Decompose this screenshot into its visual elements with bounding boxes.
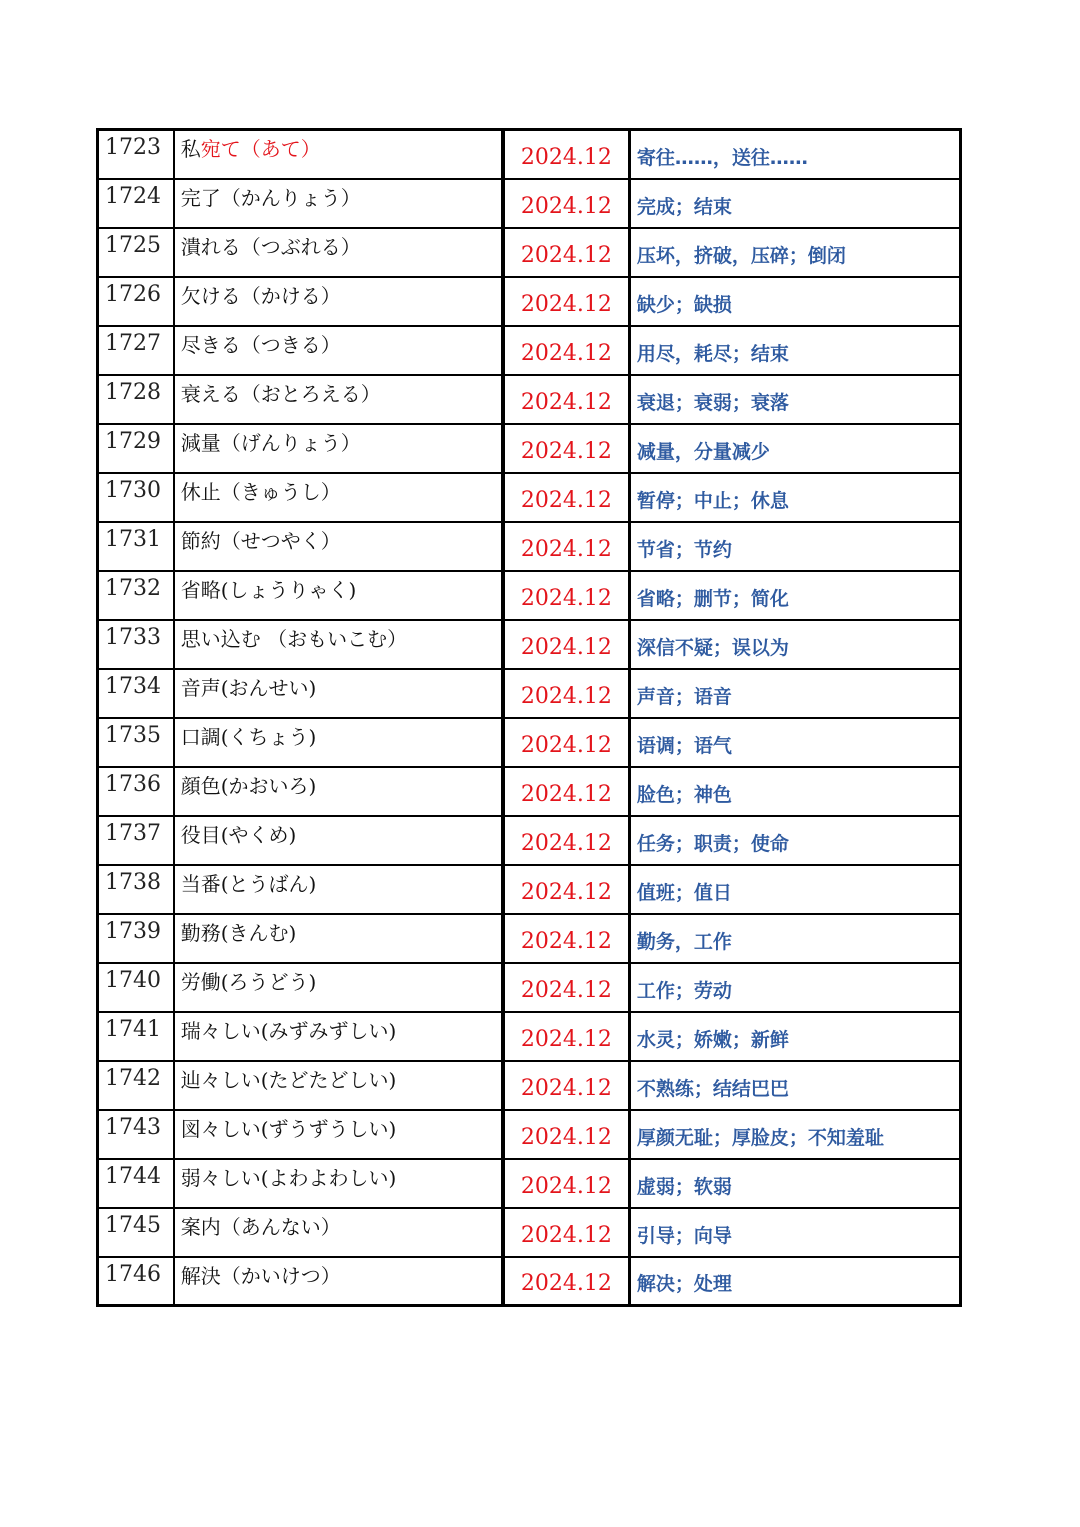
table-row [98,1159,961,1208]
entry-date: 2024.12 [503,718,629,767]
table-row [98,1061,961,1110]
entry-meaning: 声音；语音 [629,669,960,718]
entry-word [174,620,503,669]
entry-word-text: 節約（せつやく） [180,528,341,553]
entry-meaning: 脸色；神色 [629,767,960,816]
entry-word-text: 衰える（おとろえる） [180,381,381,406]
entry-meaning: 任务；职责；使命 [629,816,960,865]
entry-word [174,1012,503,1061]
entry-word [174,669,503,718]
entry-word [174,228,503,277]
entry-date: 2024.12 [503,767,629,816]
table-row [98,522,961,571]
table-row [98,1257,961,1306]
table-row [98,473,961,522]
entry-number: 1727 [98,326,174,375]
entry-word-text: 瑞々しい(みずみずしい) [180,1018,397,1043]
table-row [98,865,961,914]
entry-meaning: 厚颜无耻；厚脸皮；不知羞耻 [629,1110,960,1159]
table-row [98,963,961,1012]
entry-word-text: 弱々しい(よわよわしい) [180,1165,397,1190]
table-row [98,424,961,473]
entry-word [174,375,503,424]
entry-word-text: 完了（かんりょう） [180,185,361,210]
entry-meaning: 水灵；娇嫩；新鲜 [629,1012,960,1061]
entry-word-text: 役目(やくめ) [180,822,297,847]
entry-word [174,179,503,228]
entry-word-text: 欠ける（かける） [180,283,341,308]
entry-word [174,1257,503,1306]
entry-number: 1743 [98,1110,174,1159]
entry-word-text: 音声(おんせい) [180,675,317,700]
entry-meaning: 引导；向导 [629,1208,960,1257]
entry-meaning: 用尽，耗尽；结束 [629,326,960,375]
entry-word [174,326,503,375]
entry-word-highlight: 宛て（あて） [200,137,321,161]
vocabulary-sheet [96,128,962,1307]
entry-word-text: 潰れる（つぶれる） [180,234,361,259]
entry-word [174,522,503,571]
vocabulary-table [96,128,962,1307]
entry-date: 2024.12 [503,816,629,865]
entry-number: 1728 [98,375,174,424]
entry-word [174,865,503,914]
entry-meaning: 减量，分量减少 [629,424,960,473]
entry-meaning: 勤务，工作 [629,914,960,963]
entry-number: 1746 [98,1257,174,1306]
entry-word [174,1208,503,1257]
table-row [98,718,961,767]
entry-number: 1726 [98,277,174,326]
entry-date: 2024.12 [503,963,629,1012]
entry-meaning: 暂停；中止；休息 [629,473,960,522]
table-row [98,130,961,179]
entry-word [174,571,503,620]
entry-date: 2024.12 [503,424,629,473]
entry-number: 1733 [98,620,174,669]
entry-word-prefix: 私 [180,137,201,161]
entry-number: 1740 [98,963,174,1012]
entry-meaning: 省略；删节；简化 [629,571,960,620]
entry-word [174,1061,503,1110]
entry-meaning: 节省；节约 [629,522,960,571]
entry-date: 2024.12 [503,522,629,571]
entry-meaning: 缺少；缺损 [629,277,960,326]
entry-meaning: 压坏，挤破，压碎；倒闭 [629,228,960,277]
entry-meaning: 寄往……，送往…… [629,130,960,179]
entry-meaning: 工作；劳动 [629,963,960,1012]
entry-number: 1729 [98,424,174,473]
entry-date: 2024.12 [503,1061,629,1110]
entry-date: 2024.12 [503,620,629,669]
entry-word [174,914,503,963]
entry-meaning: 深信不疑；误以为 [629,620,960,669]
entry-number: 1734 [98,669,174,718]
entry-word-text: 減量（げんりょう） [180,430,361,455]
table-row [98,228,961,277]
entry-word [174,1110,503,1159]
table-row [98,277,961,326]
entry-date: 2024.12 [503,1159,629,1208]
table-row [98,1208,961,1257]
table-row [98,571,961,620]
table-row [98,816,961,865]
entry-word-text: 口調(くちょう) [180,724,317,749]
entry-date: 2024.12 [503,473,629,522]
entry-word [174,816,503,865]
entry-date: 2024.12 [503,1257,629,1306]
entry-date: 2024.12 [503,669,629,718]
entry-meaning: 不熟练；结结巴巴 [629,1061,960,1110]
entry-number: 1731 [98,522,174,571]
table-row [98,1110,961,1159]
entry-date: 2024.12 [503,1110,629,1159]
entry-number: 1744 [98,1159,174,1208]
entry-date: 2024.12 [503,1012,629,1061]
entry-number: 1724 [98,179,174,228]
entry-date: 2024.12 [503,277,629,326]
entry-meaning: 语调；语气 [629,718,960,767]
entry-number: 1737 [98,816,174,865]
entry-date: 2024.12 [503,375,629,424]
entry-word [174,130,503,179]
entry-number: 1738 [98,865,174,914]
entry-meaning: 解决；处理 [629,1257,960,1306]
table-row [98,1012,961,1061]
entry-date: 2024.12 [503,130,629,179]
entry-number: 1732 [98,571,174,620]
entry-word [174,277,503,326]
entry-word-text: 当番(とうばん) [180,871,317,896]
table-row [98,620,961,669]
entry-number: 1739 [98,914,174,963]
entry-meaning: 衰退；衰弱；衰落 [629,375,960,424]
table-row [98,669,961,718]
entry-number: 1730 [98,473,174,522]
entry-date: 2024.12 [503,179,629,228]
entry-meaning: 虚弱；软弱 [629,1159,960,1208]
entry-date: 2024.12 [503,228,629,277]
entry-date: 2024.12 [503,914,629,963]
entry-word [174,963,503,1012]
entry-word-text: 図々しい(ずうずうしい) [180,1116,397,1141]
entry-word-text: 労働(ろうどう) [180,969,317,994]
entry-number: 1745 [98,1208,174,1257]
entry-word [174,473,503,522]
entry-word [174,424,503,473]
entry-word [174,1159,503,1208]
entry-word [174,767,503,816]
vocabulary-table-body [98,130,961,1306]
entry-number: 1741 [98,1012,174,1061]
entry-word-text: 解決（かいけつ） [180,1263,341,1288]
table-row [98,326,961,375]
entry-number: 1735 [98,718,174,767]
entry-date: 2024.12 [503,1208,629,1257]
entry-number: 1723 [98,130,174,179]
entry-meaning: 完成；结束 [629,179,960,228]
table-row [98,767,961,816]
entry-word-text: 勤務(きんむ) [180,920,297,945]
entry-word-text: 休止（きゅうし） [180,479,341,504]
table-row [98,914,961,963]
entry-word-text: 省略(しょうりゃく) [180,577,357,602]
entry-date: 2024.12 [503,326,629,375]
entry-number: 1736 [98,767,174,816]
entry-meaning: 值班；值日 [629,865,960,914]
table-row [98,375,961,424]
entry-date: 2024.12 [503,571,629,620]
entry-word-text: 辿々しい(たどたどしい) [180,1067,397,1092]
table-row [98,179,961,228]
entry-word-text: 案内（あんない） [180,1214,341,1239]
entry-number: 1742 [98,1061,174,1110]
entry-word-text: 顔色(かおいろ) [180,773,317,798]
entry-number: 1725 [98,228,174,277]
entry-date: 2024.12 [503,865,629,914]
entry-word [174,718,503,767]
entry-word-text: 思い込む （おもいこむ） [180,626,408,651]
entry-word-text: 尽きる（つきる） [180,332,341,357]
